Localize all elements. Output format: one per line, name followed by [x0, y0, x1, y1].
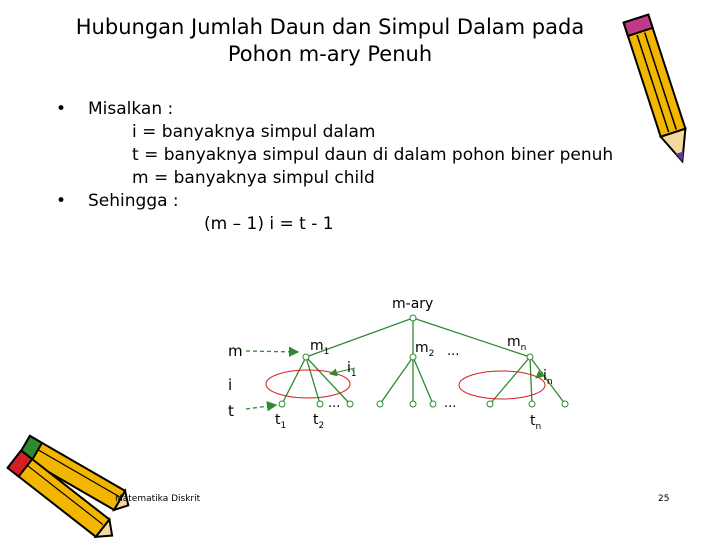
edge-m2-leaf: [413, 357, 433, 404]
ellipse-right: [459, 371, 545, 399]
arrow-in: [536, 372, 543, 378]
edge-mn-leaf: [530, 357, 532, 404]
node-leaf: [562, 401, 568, 407]
arrow-m: [246, 351, 298, 352]
node-mn: [527, 354, 533, 360]
definition-m: m = banyaknya simpul child: [132, 168, 375, 188]
definition-i: i = banyaknya simpul dalam: [132, 122, 376, 142]
definition-t: t = banyaknya simpul daun di dalam pohon biner penuh: [132, 145, 614, 165]
label-tn: $t_n$: [530, 413, 542, 432]
label-in: $i_n$: [543, 368, 553, 387]
ellipsis-leaves-2: ...: [444, 396, 457, 411]
left-label-t: t: [228, 402, 234, 420]
ellipse-left: [266, 370, 350, 398]
node-leaf: [529, 401, 535, 407]
node-leaf: [487, 401, 493, 407]
arrow-t: [246, 405, 276, 409]
title-line-1: Hubungan Jumlah Daun dan Simpul Dalam pada: [75, 15, 585, 39]
left-label-m: m: [228, 342, 243, 360]
footer-left: Matematika Diskrit: [115, 494, 201, 504]
label-m2: $m_2$: [415, 340, 435, 359]
node-leaf: [279, 401, 285, 407]
node-root: [410, 315, 416, 321]
ellipsis-children: ...: [447, 344, 460, 359]
edge-m2-leaf: [380, 357, 413, 404]
bullet-text: Misalkan :: [88, 99, 174, 119]
node-leaf: [377, 401, 383, 407]
node-leaf: [317, 401, 323, 407]
root-label: m-ary: [392, 296, 434, 312]
label-m1: $m_1$: [310, 338, 330, 357]
node-leaf: [410, 401, 416, 407]
node-leaf: [430, 401, 436, 407]
label-i1: $i_1$: [347, 360, 357, 379]
left-label-i: i: [228, 376, 233, 394]
pencils-icon: [0, 430, 130, 540]
pencil-icon: [612, 4, 712, 174]
bullet-text: Sehingga :: [88, 191, 179, 211]
formula: (m – 1) i = t - 1: [204, 214, 334, 234]
label-t1: $t_1$: [275, 412, 287, 431]
ellipsis-leaves-1: ...: [328, 396, 341, 411]
title-line-2: Pohon m-ary Penuh: [227, 42, 433, 66]
label-mn: $m_n$: [507, 334, 527, 353]
bullet-dot: •: [56, 99, 67, 119]
bullet-dot: •: [56, 191, 67, 211]
node-leaf: [347, 401, 353, 407]
node-m1: [303, 354, 309, 360]
label-t2: $t_2$: [313, 412, 325, 431]
page-number: 25: [658, 494, 670, 504]
